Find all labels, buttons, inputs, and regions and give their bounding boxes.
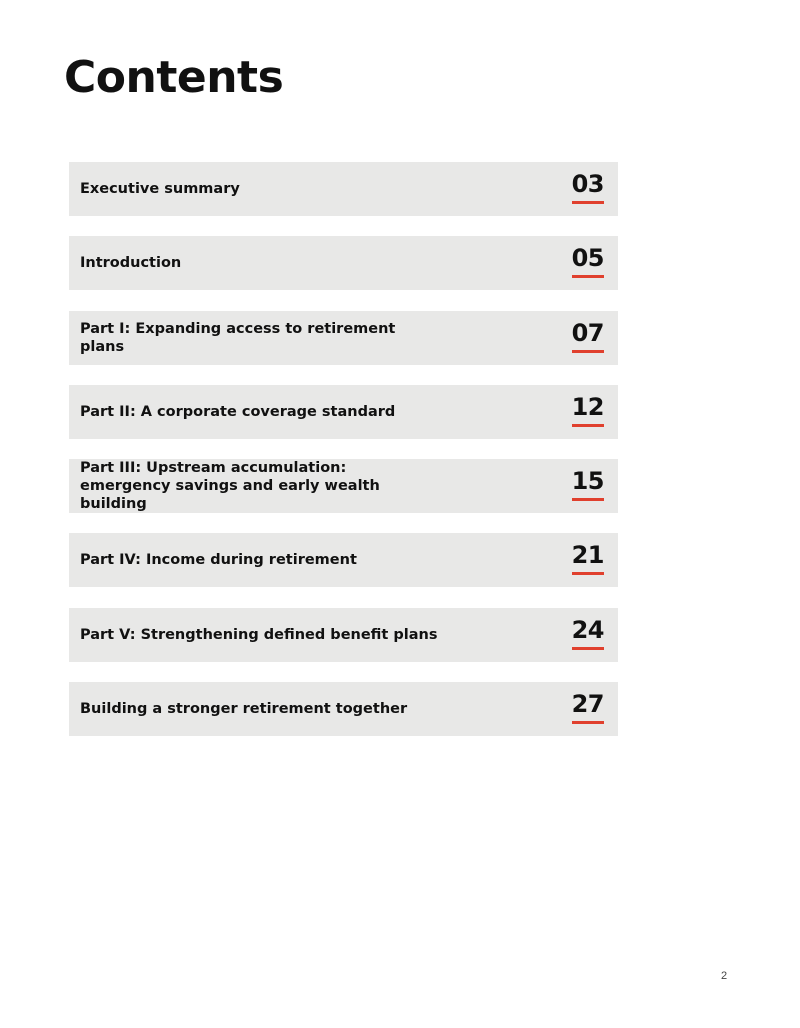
toc-entry-part-2[interactable] — [69, 385, 618, 439]
toc-entry-introduction[interactable] — [69, 236, 618, 290]
toc-entry-title: Part V: Strengthening defined benefit plans — [80, 626, 438, 643]
toc-entry-page-number: 15 — [572, 467, 604, 501]
toc-entry-page-number: 27 — [572, 690, 604, 724]
toc-entry-part-4[interactable] — [69, 533, 618, 587]
toc-entry-page-number: 21 — [572, 541, 604, 575]
toc-entry-page-number: 12 — [572, 393, 604, 427]
toc-entry-title: Part III: Upstream accumulation: emergency savings and early wealth building — [80, 460, 380, 513]
toc-entry-part-1[interactable] — [69, 311, 618, 365]
page-title: Contents — [64, 52, 284, 103]
toc-entry-title: Part IV: Income during retirement — [80, 552, 357, 569]
toc-entry-page-number: 03 — [572, 170, 604, 204]
toc-entry-page-number: 07 — [572, 319, 604, 353]
toc-entry-executive-summary[interactable] — [69, 162, 618, 216]
toc-entry-title: Executive summary — [80, 181, 240, 197]
toc-entry-title: Part II: A corporate coverage standard — [80, 403, 396, 420]
toc-entry-title: Building a stronger retirement together — [80, 701, 408, 718]
toc-entry-title: Introduction — [80, 255, 182, 272]
table-of-contents — [69, 162, 618, 756]
toc-entry-part-3[interactable] — [69, 459, 618, 513]
toc-entry-part-5[interactable] — [69, 608, 618, 662]
toc-entry-building-stronger-retirement[interactable] — [69, 682, 618, 736]
toc-entry-page-number: 24 — [572, 616, 604, 650]
toc-entry-title: Part I: Expanding access to retirement plans — [80, 320, 396, 355]
toc-entry-page-number: 05 — [572, 244, 604, 278]
page-number: 2 — [721, 970, 728, 982]
